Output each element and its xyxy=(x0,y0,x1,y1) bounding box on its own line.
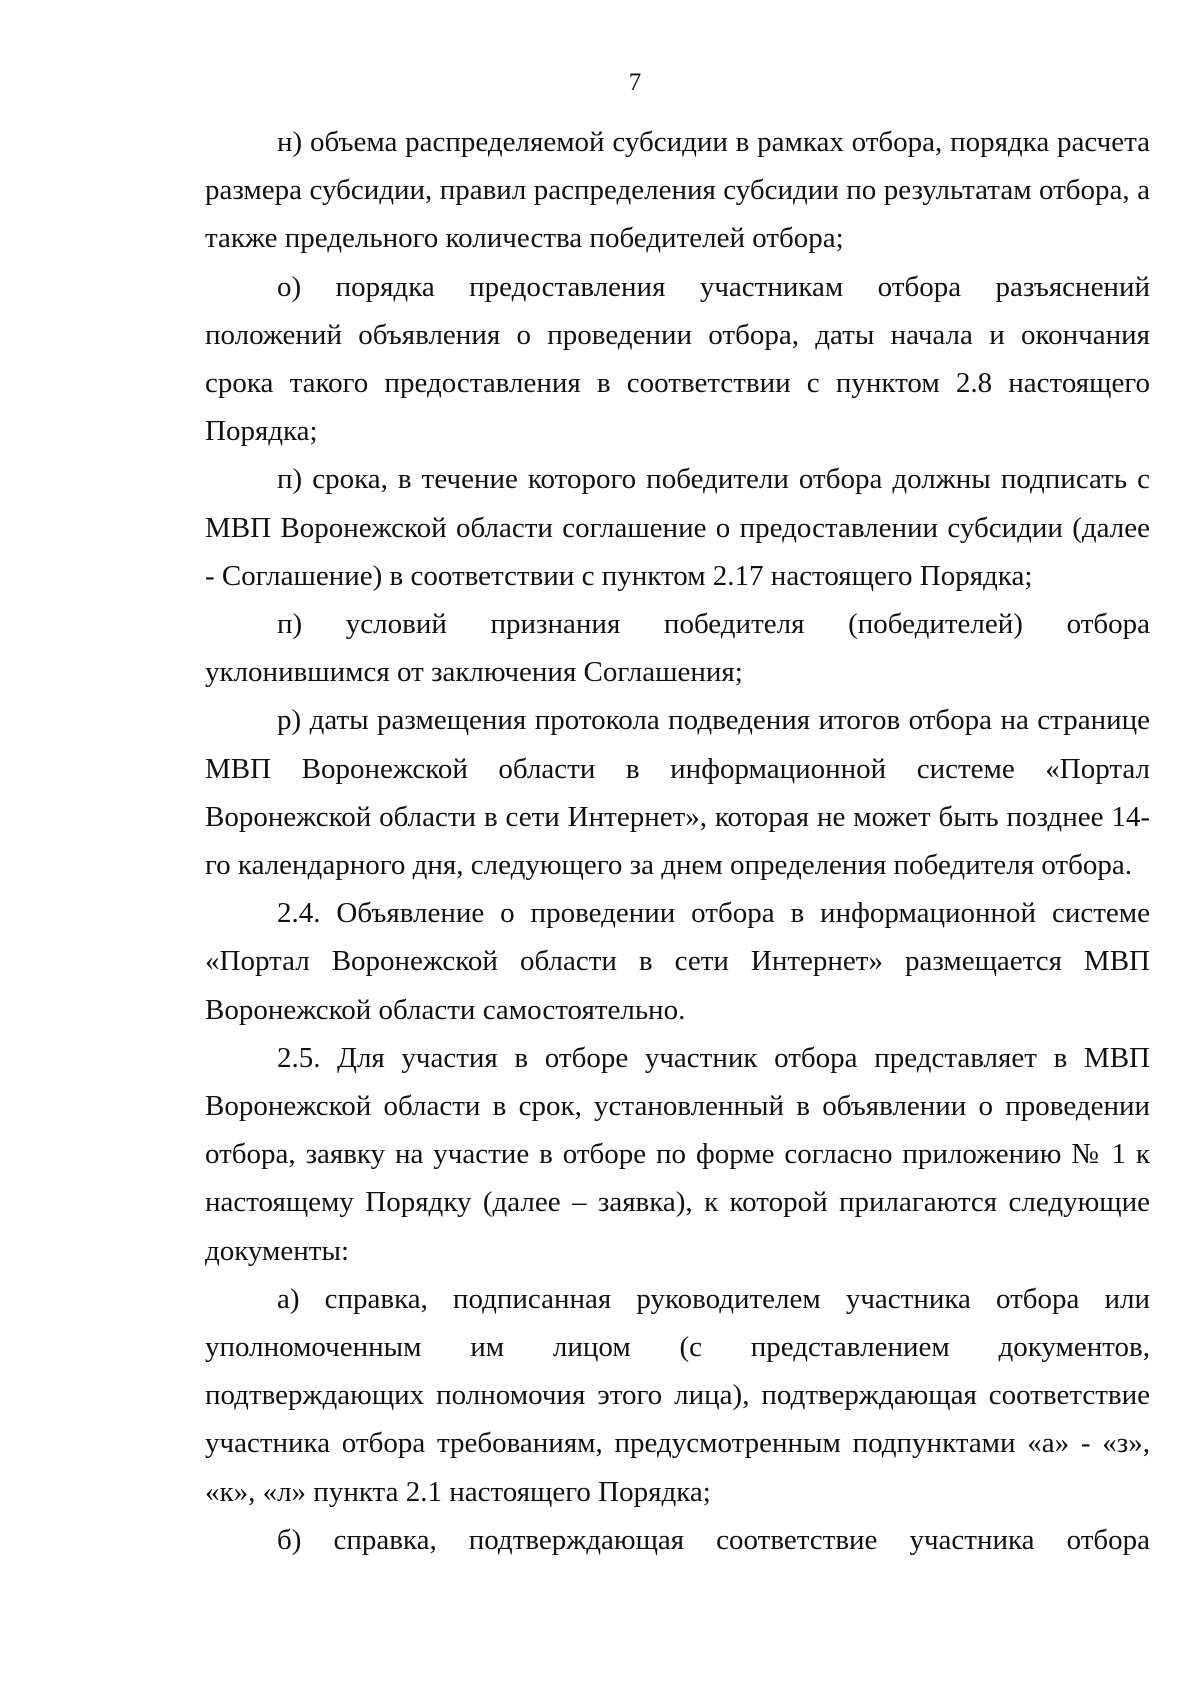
paragraph-a: а) справка, подписанная руководителем участника отбора или уполномоченным им лицом (с представлением документов, подтверждающих полномочия этого лица), подтверждающая соответствие участника отбора требованиям, предусмотренным подпунктами «а» - «з», «к», «л» пункта 2.1 настоящего Порядка; xyxy=(205,1282,1150,1508)
paragraph-p-conditions: п) условий признания победителя (победителей) отбора уклонившимся от заключения Соглашения; xyxy=(205,608,1150,689)
document-body xyxy=(205,118,1150,1564)
paragraph-b: б) справка, подтверждающая соответствие участника отбора xyxy=(277,1523,1150,1556)
paragraph-2-5: 2.5. Для участия в отборе участник отбора представляет в МВП Воронежской области в срок, установленный в объявлении о проведении отбора, заявку на участие в отборе по форме согласно приложению № 1 к настоящему Порядку (далее – заявка), к которой прилагаются следующие документы: xyxy=(205,1041,1150,1267)
page-number: 7 xyxy=(628,69,642,96)
paragraph-2-4: 2.4. Объявление о проведении отбора в информационной системе «Портал Воронежской области в сети Интернет» размещается МВП Воронежской области самостоятельно. xyxy=(205,897,1150,1026)
paragraph-r: р) даты размещения протокола подведения итогов отбора на странице МВП Воронежской области в информационной системе «Портал Воронежской области в сети Интернет», которая не может быть позднее 14-го календарного дня, следующего за днем определения победителя отбора. xyxy=(205,704,1150,882)
paragraph-p-term: п) срока, в течение которого победители отбора должны подписать с МВП Воронежской области соглашение о предоставлении субсидии (далее - Соглашение) в соответствии с пунктом 2.17 настоящего Порядка; xyxy=(205,463,1150,592)
paragraph-n: н) объема распределяемой субсидии в рамках отбора, порядка расчета размера субсидии, правил распределения субсидии по результатам отбора, а также предельного количества победителей отбора; xyxy=(205,126,1150,255)
paragraph-o: о) порядка предоставления участникам отбора разъяснений положений объявления о проведении отбора, даты начала и окончания срока такого предоставления в соответствии с пунктом 2.8 настоящего Порядка; xyxy=(205,270,1150,448)
